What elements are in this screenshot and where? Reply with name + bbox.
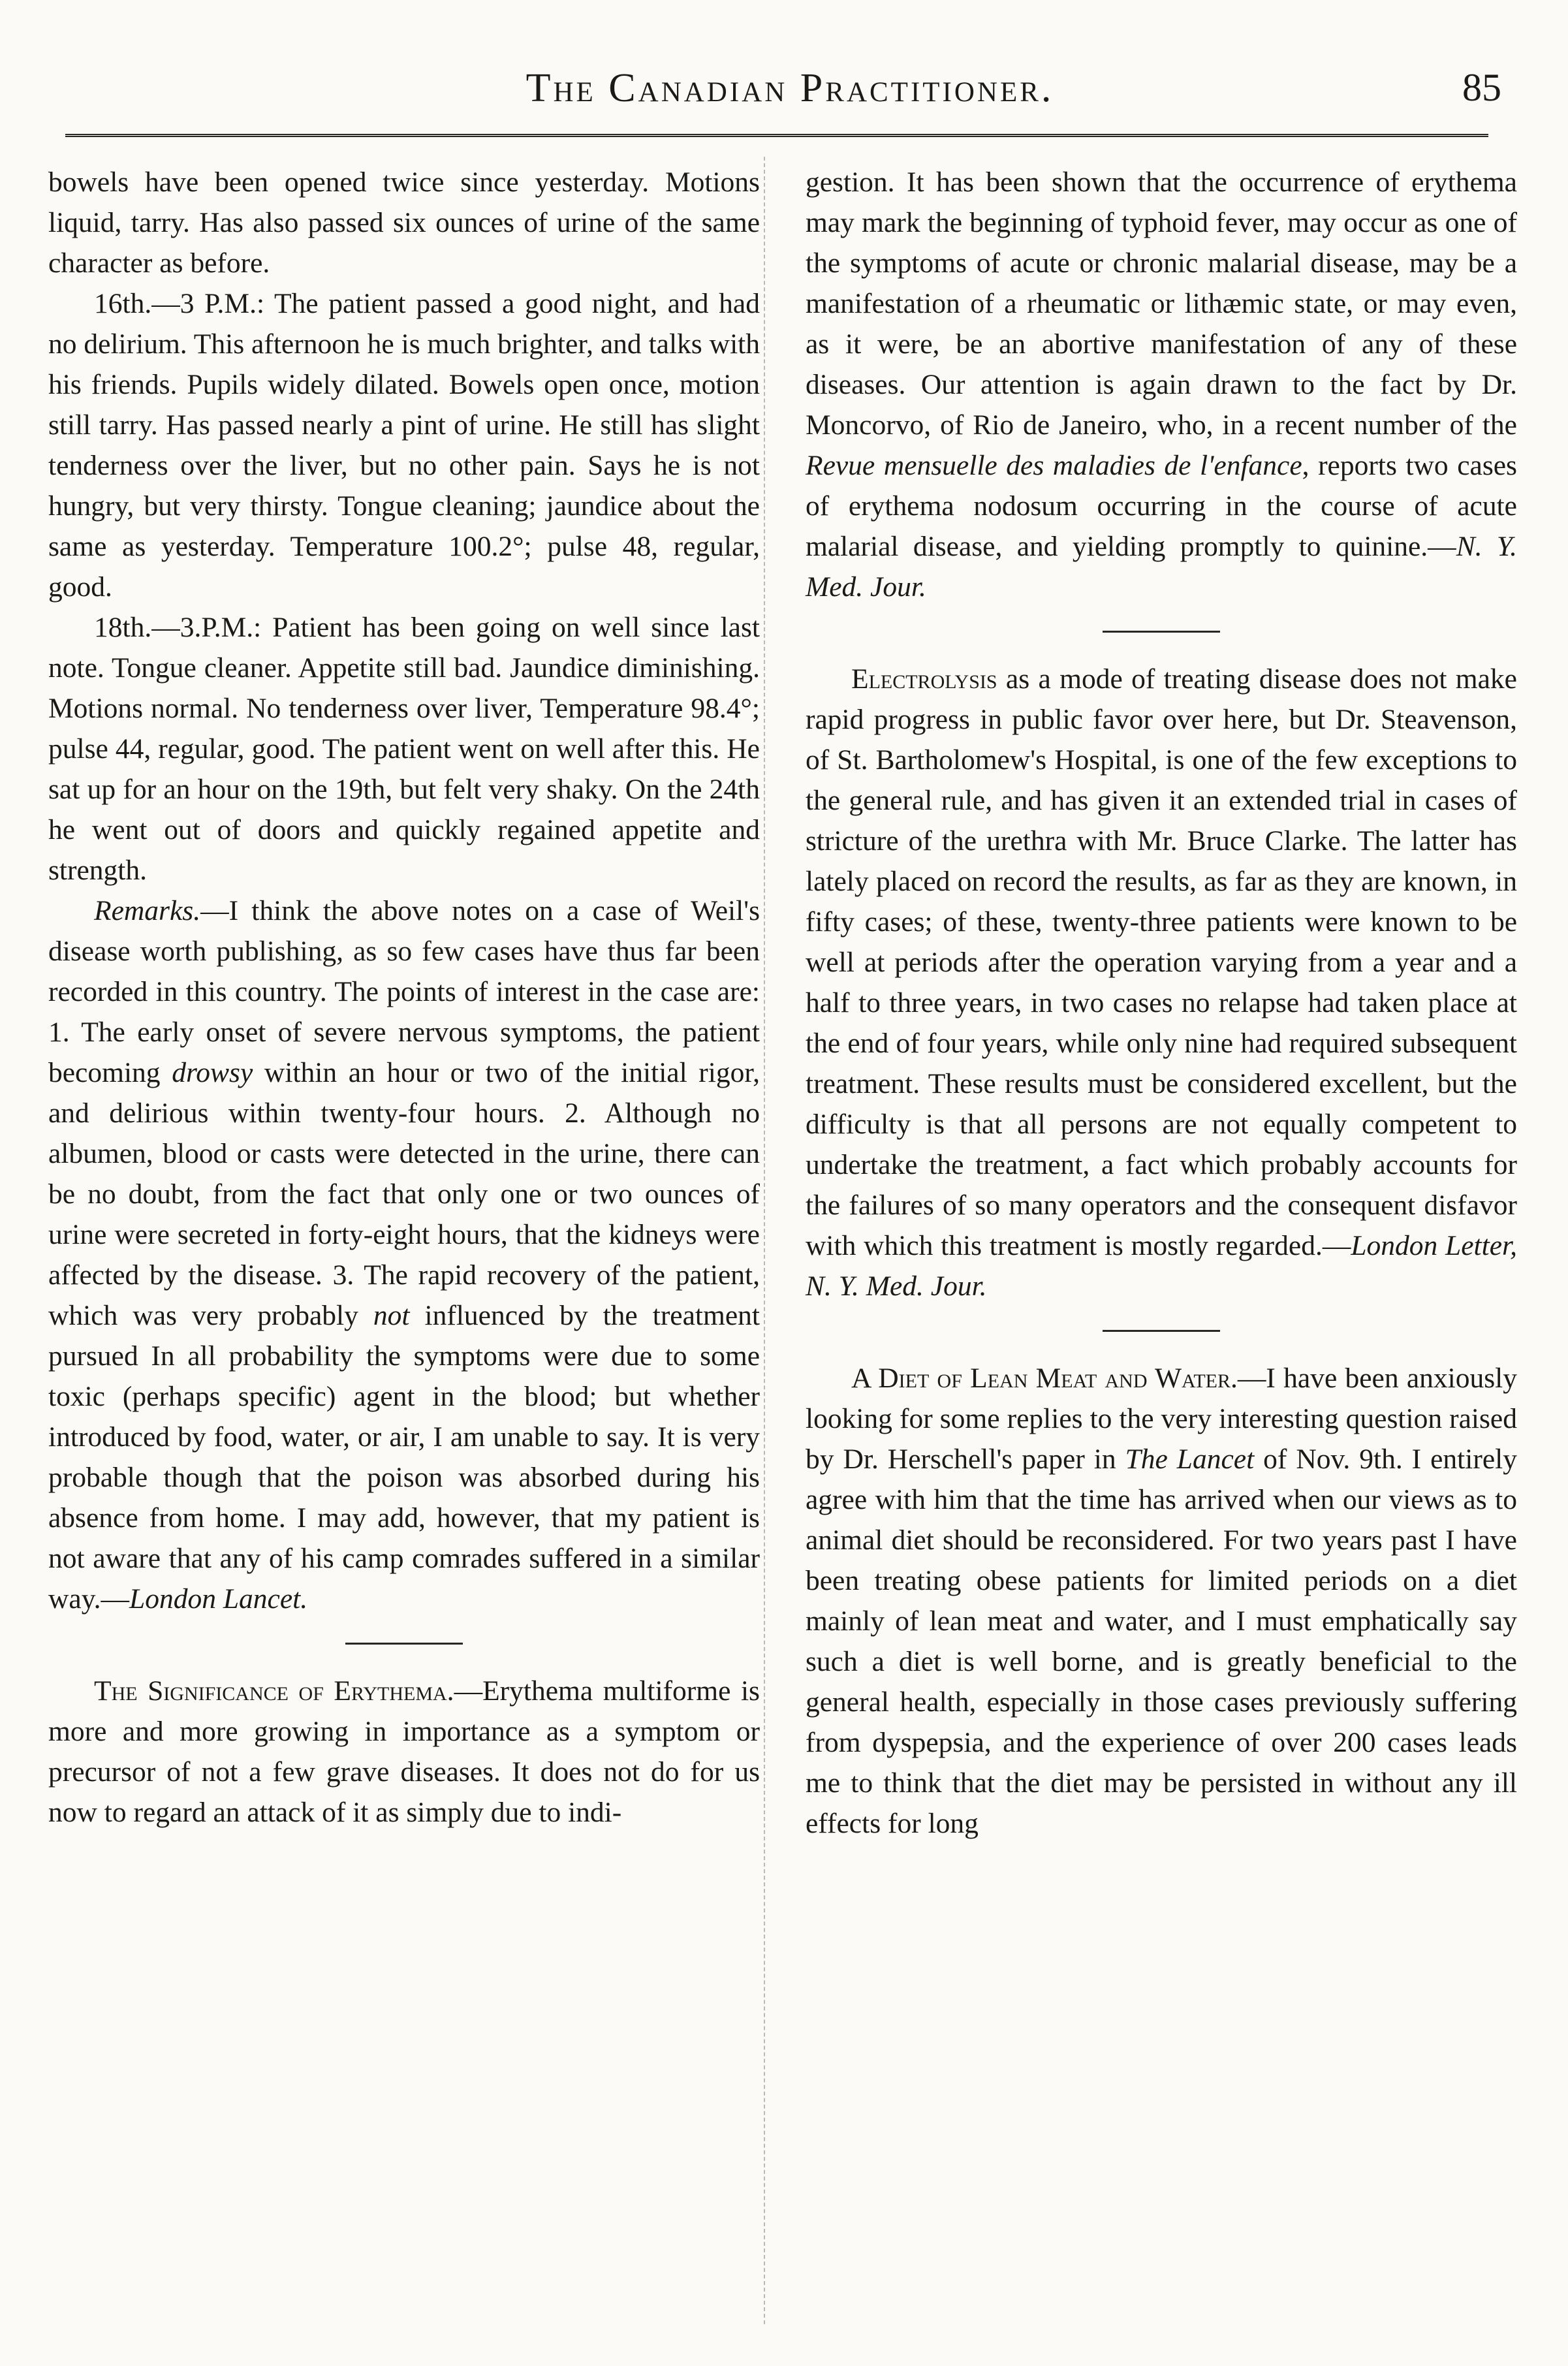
electrolysis-text: as a mode of treating disease does not make rapid progress in public favor over here, but Dr. Steavenson, of St. Bartholomew's Hospital, is one of the few exceptions to the general rule, and has given it an extended trial in cases of stricture of the urethra with Mr. Bruce Clarke. The latter has lately placed on record the results, as far as they are known, in fifty cases; of these, twenty-three patients were known to be well at periods after the operation varying from a year and a half to three years, in two cases no relapse had taken place at the end of four years, while only nine had required subsequent treatment. These results must be considered excellent, but the difficulty is that all persons are not equally competent to undertake the treatment, a fact which probably accounts for the failures of so many operators and the consequent disfavor with which this treatment is mostly regarded.— <box>806 663 1517 1261</box>
diet-text-1: —I have been anxiously looking for some replies to the very interesting question raised by Dr. Herschell's paper in <box>806 1363 1517 1475</box>
header-rule <box>65 134 1488 137</box>
erythema-cont-journal: Revue mensuelle des maladies de l'enfance <box>806 450 1302 481</box>
electrolysis-source: London Letter, N. Y. Med. Jour. <box>806 1230 1517 1302</box>
remarks-emphasis-not: not <box>373 1300 410 1331</box>
diet-journal: The Lancet <box>1125 1443 1255 1475</box>
electrolysis-paragraph <box>806 659 1517 1306</box>
diet-text-2: of Nov. 9th. I entirely agree with him that the time has arrived when our views as to animal diet should be reconsidered. For two years past I have been treating obese patients for limited periods on a diet mainly of lean meat and water, and I must emphatically say such a diet is well borne, and is greatly beneficial to the general health, especially in those cases previously suffering from dyspepsia, and the experience of over 200 cases leads me to think that the diet may be persisted in without any ill effects for long <box>806 1443 1517 1839</box>
erythema-text: —Erythema multiforme is more and more growing in importance as a symptom or precursor of not a few grave diseases. It does not do for us now to regard an attack of it as simply due to indi- <box>48 1675 760 1828</box>
journal-title: The Canadian Practitioner. <box>525 66 1054 110</box>
erythema-cont-source: N. Y. Med. Jour. <box>806 531 1518 603</box>
case-note-continuation: bowels have been opened twice since yesterday. Motions liquid, tarry. Has also passed six ounces of urine of the same character as before. <box>48 166 760 279</box>
case-note-16th: 16th.—3 P.M.: The patient passed a good night, and had no delirium. This afternoon he is much brighter, and talks with his friends. Pupils widely dilated. Bowels open once, motion still tarry. Has passed nearly a pint of urine. He still has slight tenderness over the liver, but no other pain. Says he is not hungry, but very thirsty. Tongue cleaning; jaundice about the same as yesterday. Temperature 100.2°; pulse 48, regular, good. <box>48 288 760 603</box>
electrolysis-lead: Electrolysis <box>851 663 997 695</box>
section-separator <box>345 1643 463 1645</box>
erythema-title: The Significance of Erythema. <box>94 1675 454 1707</box>
remarks-paragraph <box>48 891 760 1619</box>
section-separator <box>1103 1330 1220 1332</box>
erythema-paragraph <box>48 1671 760 1833</box>
erythema-cont-text-1: gestion. It has been shown that the occurrence of erythema may mark the beginning of typhoid fever, may occur as one of the symptoms of acute or chronic malarial disease, may be a manifestation of a rheumatic or lithæmic state, or may even, as it were, be an abortive manifestation of any of these diseases. Our attention is again drawn to the fact by Dr. Moncorvo, of Rio de Janeiro, who, in a recent number of the <box>806 166 1517 441</box>
erythema-continuation <box>806 162 1517 607</box>
left-column <box>48 162 760 1833</box>
diet-paragraph <box>806 1358 1517 1844</box>
remarks-emphasis-drowsy: drowsy <box>172 1057 253 1088</box>
case-note-18th: 18th.—3.P.M.: Patient has been going on well since last note. Tongue cleaner. Appetite still bad. Jaundice diminishing. Motions normal. No tenderness over liver, Temperature 98.4°; pulse 44, regular, good. The patient went on well after this. He sat up for an hour on the 19th, but felt very shaky. On the 24th he went out of doors and quickly regained appetite and strength. <box>48 612 760 886</box>
diet-title: A Diet of Lean Meat and Water. <box>851 1363 1238 1394</box>
remarks-label: Remarks. <box>94 895 201 926</box>
remarks-text-1: —I think the above notes on a case of Weil's disease worth publishing, as so few cases have thus far been recorded in this country. The points of interest in the case are: 1. The early onset of severe nervous symptoms, the patient becoming <box>48 895 760 1088</box>
erythema-cont-text-2: , reports two cases of erythema nodosum occurring in the course of acute malarial disease, and yielding promptly to quinine.— <box>806 450 1517 562</box>
running-header <box>78 65 1501 118</box>
remarks-text-3: influenced by the treatment pursued In all probability the symptoms were due to some toxic (perhaps specific) agent in the blood; but whether introduced by food, water, or air, I am unable to say. It is very probable though that the poison was absorbed during his absence from home. I may add, however, that my patient is not aware that any of his camp comrades suffered in a similar way.— <box>48 1300 760 1615</box>
remarks-source: London Lancet. <box>129 1583 308 1615</box>
remarks-text-2: within an hour or two of the initial rigor, and delirious within twenty-four hours. 2. Although no albumen, blood or casts were detected in the urine, there can be no doubt, from the fact that only one or two ounces of urine were secreted in forty-eight hours, that the kidneys were affected by the disease. 3. The rapid recovery of the patient, which was very probably <box>48 1057 760 1331</box>
section-separator <box>1103 631 1220 633</box>
column-divider <box>764 157 765 2324</box>
right-column <box>806 162 1517 1844</box>
page-number: 85 <box>1462 66 1501 109</box>
